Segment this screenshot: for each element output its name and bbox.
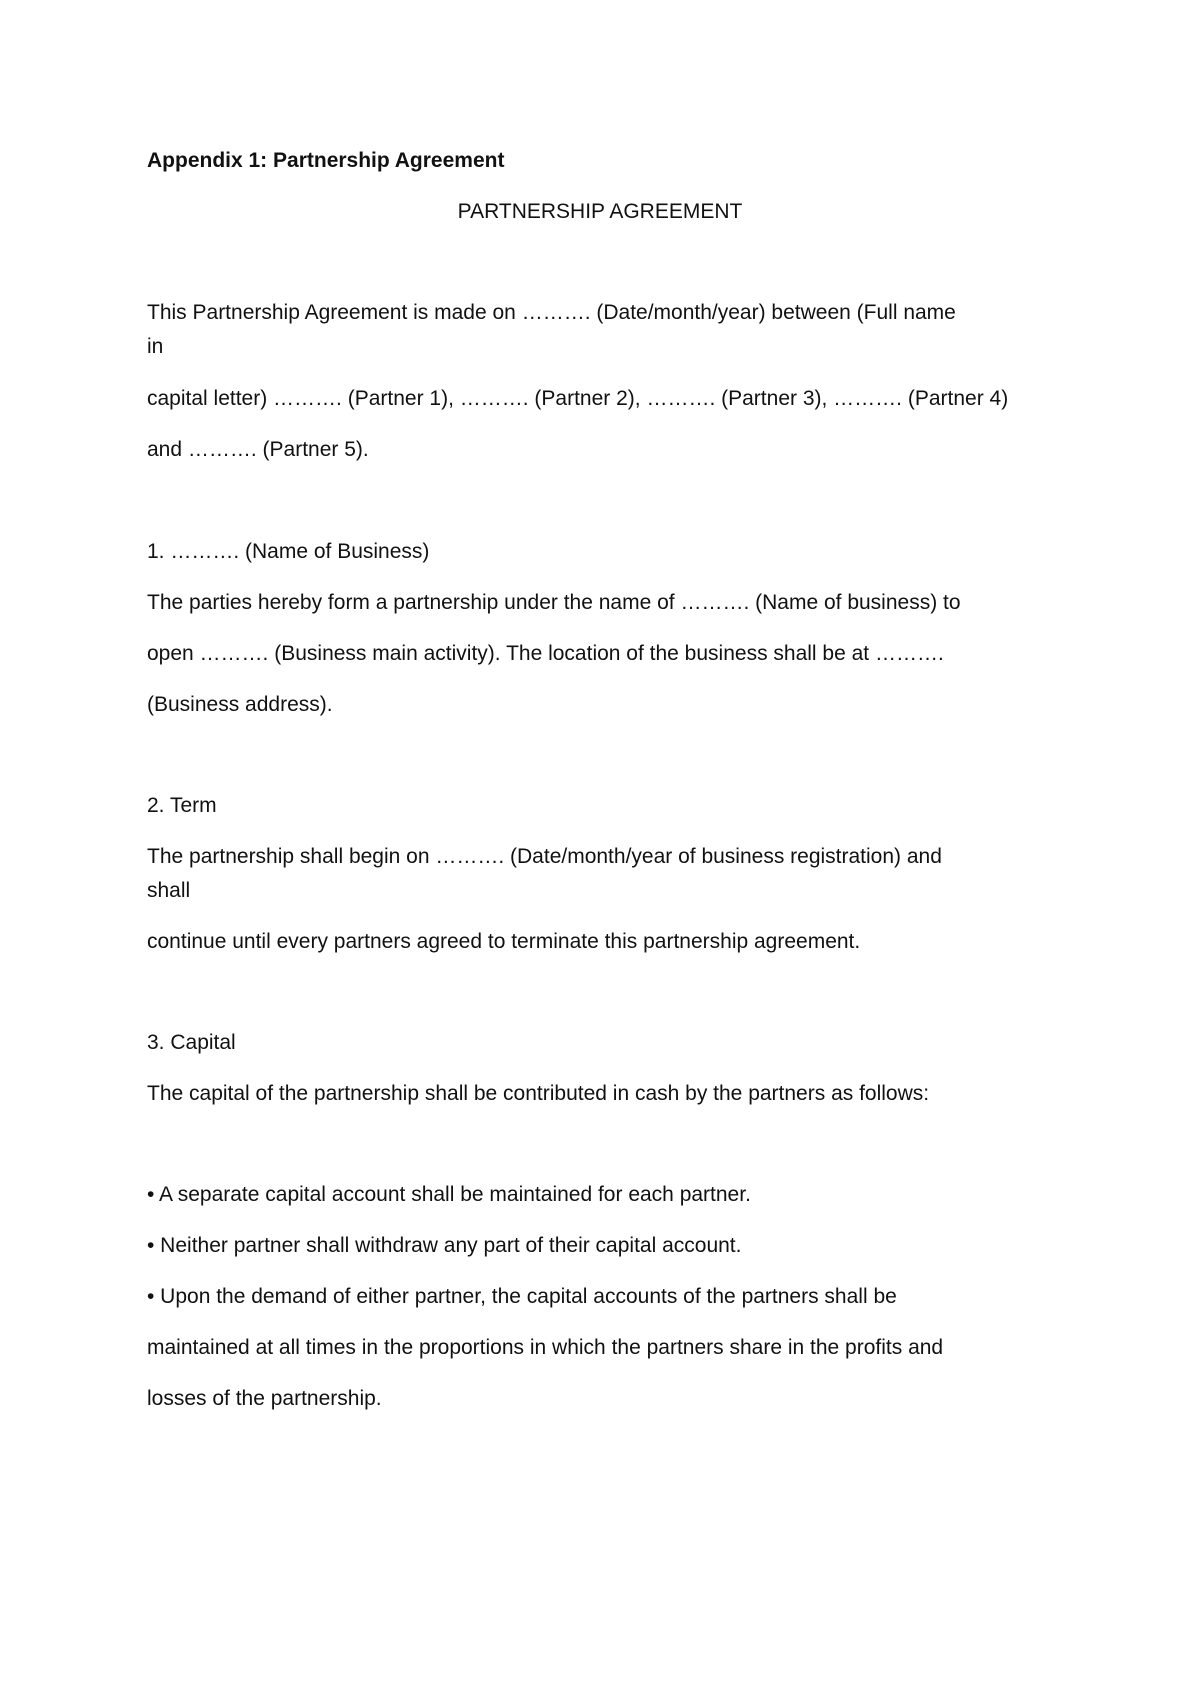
section-3-bullet-1: • A separate capital account shall be maintained for each partner. [147,1183,751,1206]
document-title: PARTNERSHIP AGREEMENT [457,200,743,223]
section-3-line-1: The capital of the partnership shall be contributed in cash by the partners as follows: [147,1082,930,1105]
appendix-title: Appendix 1: Partnership Agreement [147,149,505,172]
section-1-heading: 1. ………. (Name of Business) [147,540,430,563]
section-3-bullet-2: • Neither partner shall withdraw any part of their capital account. [147,1234,742,1257]
section-1-line-1: The parties hereby form a partnership under the name of ………. (Name of business) to [147,591,961,614]
section-2-line-3: continue until every partners agreed to terminate this partnership agreement. [147,930,861,953]
section-2-heading: 2. Term [147,794,217,817]
section-3-bullet-3-line-2: maintained at all times in the proportions in which the partners share in the profits and [147,1336,944,1359]
section-3-bullet-3-line-1: • Upon the demand of either partner, the capital accounts of the partners shall be [147,1285,897,1308]
intro-line-3: capital letter) ………. (Partner 1), ………. (Partner 2), ………. (Partner 3), ………. (Partner 4) [147,387,1009,410]
section-3-bullet-3-line-3: losses of the partnership. [147,1387,382,1410]
section-1-line-3: (Business address). [147,693,333,716]
section-2-line-2: shall [147,879,191,902]
intro-line-1: This Partnership Agreement is made on ………. (Date/month/year) between (Full name [147,301,956,324]
section-3-heading: 3. Capital [147,1031,236,1054]
section-2-line-1: The partnership shall begin on ………. (Date/month/year of business registration) and [147,845,942,868]
intro-line-4: and ………. (Partner 5). [147,438,369,461]
section-1-line-2: open ………. (Business main activity). The location of the business shall be at ………. [147,642,944,665]
intro-line-2: in [147,335,164,358]
